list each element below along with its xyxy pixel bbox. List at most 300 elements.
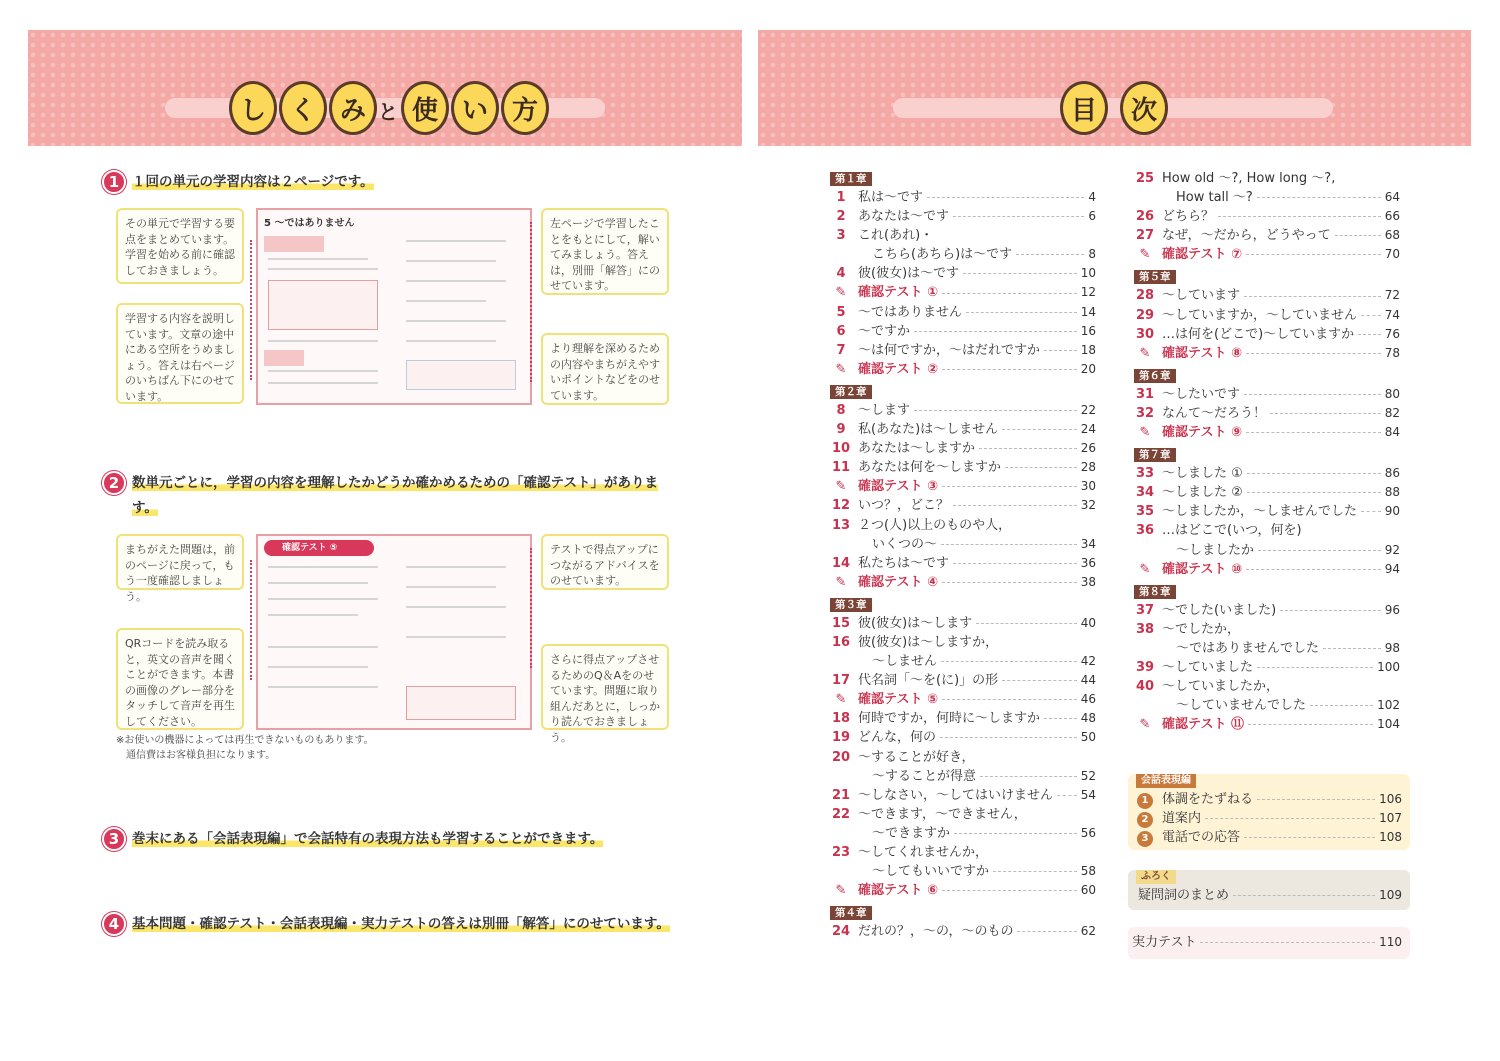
- toc-entry-page: 14: [1080, 304, 1096, 319]
- toc-entry-title: 確認テスト ⑥: [858, 883, 939, 899]
- toc-entry-title: ～しています: [1162, 288, 1241, 304]
- toc-entry-title: 彼(彼女)は～です: [858, 266, 960, 282]
- toc-entry-title: これ(あれ)・: [858, 228, 934, 244]
- toc-entry-page: 74: [1384, 307, 1400, 322]
- right-title-bar: [893, 98, 1333, 118]
- toc-entry-page: 34: [1080, 536, 1096, 551]
- toc-entry: [830, 516, 1096, 535]
- toc-entry-title: ～します: [858, 402, 911, 418]
- toc-entry[interactable]: [1134, 541, 1400, 560]
- leader-dots: [1016, 254, 1084, 255]
- toc-entry-title: ～してもいいですか: [872, 864, 990, 880]
- toc-entry-title: こちら(あちら)は～です: [872, 247, 1013, 263]
- toc-entry-number: 40: [1135, 679, 1155, 695]
- toc-entry-page: 78: [1384, 345, 1400, 360]
- step-text: 巻末にある「会話表現編」で会話特有の表現方法も学習することができます。: [132, 831, 604, 847]
- furoku-label: ふろく: [1136, 870, 1176, 884]
- toc-entry-number: 38: [1135, 621, 1155, 637]
- step-4: [102, 912, 672, 937]
- step-3: [102, 827, 672, 852]
- toc-entry-number: 10: [831, 441, 851, 457]
- toc-entry-page: 28: [1080, 460, 1096, 475]
- toc-entry-number: 27: [1135, 228, 1155, 244]
- toc-entry[interactable]: [830, 922, 1096, 941]
- leader-dots: [942, 699, 1077, 700]
- toc-entry-number: 23: [831, 845, 851, 860]
- leader-dots: [1246, 353, 1381, 354]
- chapter-label: 第５章: [1134, 270, 1176, 284]
- toc-entry-number: 7: [836, 342, 846, 358]
- toc-entry[interactable]: [830, 881, 1096, 900]
- toc-entry-page: 66: [1384, 209, 1400, 224]
- toc-entry-title: ～してくれませんか，: [858, 845, 989, 860]
- toc-entry-title: ～しなさい，～してはいけません: [858, 787, 1054, 803]
- toc-entry[interactable]: [830, 786, 1096, 805]
- toc-entry-number: 22: [831, 806, 851, 822]
- toc-entry-title: ～しました ②: [1162, 485, 1243, 501]
- leader-dots: [1310, 705, 1373, 706]
- toc-entry-title: ～しましたか，～しませんでした: [1162, 504, 1358, 520]
- toc-entry[interactable]: [830, 401, 1096, 420]
- toc-entry-title: ２つ(人)以上のものや人，: [858, 517, 1012, 533]
- toc-entry-page: 86: [1384, 466, 1400, 481]
- toc-entry[interactable]: [830, 360, 1096, 379]
- toc-entry-title: 確認テスト ①: [858, 285, 939, 301]
- toc-entry: [1134, 521, 1400, 540]
- toc-entry-title: 確認テスト ②: [858, 361, 939, 377]
- leader-dots: [914, 410, 1077, 411]
- left-header-band: [28, 30, 742, 146]
- leader-dots: [1246, 569, 1381, 570]
- toc-entry[interactable]: [830, 439, 1096, 458]
- connector-line: [530, 548, 532, 668]
- toc-entry[interactable]: [1134, 560, 1400, 579]
- toc-entry-page: 18: [1080, 342, 1096, 357]
- toc-entry[interactable]: [830, 496, 1096, 515]
- toc-entry-title: あなたは～です: [858, 209, 950, 225]
- toc-entry-page: 100: [1377, 659, 1400, 674]
- leader-dots: [1258, 550, 1381, 551]
- leader-dots: [1257, 197, 1381, 198]
- kaiwa-section: [1128, 774, 1410, 850]
- toc-entry-number: 19: [831, 730, 851, 746]
- leader-dots: [1244, 837, 1375, 838]
- toc-entry-page: 60: [1080, 883, 1096, 898]
- toc-entry[interactable]: [1134, 696, 1400, 715]
- toc-entry-title: だれの？，～の，～のもの: [858, 924, 1014, 940]
- toc-entry[interactable]: [1134, 344, 1400, 363]
- footnote: ※お使いの機器によっては再生できないものもあります。 通信費はお客様負担になります。: [116, 735, 374, 761]
- toc-entry-page: 52: [1080, 768, 1096, 783]
- title-char: と: [378, 100, 398, 124]
- test-icon: ✎: [835, 285, 847, 301]
- toc-entry-title: ～できます，～できません，: [858, 806, 1027, 822]
- leader-dots: [941, 544, 1077, 545]
- toc-entry-page: 108: [1379, 830, 1402, 845]
- note-review: まちがえた問題は，前のページに戻って，もう一度確認しましょう。: [116, 534, 244, 590]
- toc-entry[interactable]: [1134, 306, 1400, 325]
- test-icon: ✎: [1139, 345, 1151, 361]
- toc-entry-title: ～していますか，～していません: [1162, 307, 1358, 323]
- toc-column-2: [1134, 169, 1400, 734]
- toc-entry[interactable]: [830, 767, 1096, 786]
- toc-entry-number: 1: [836, 190, 846, 205]
- sample-test-title: 確認テスト ⑤: [264, 540, 374, 556]
- leader-dots: [1246, 432, 1381, 433]
- toc-entry[interactable]: [830, 188, 1096, 207]
- toc-entry-title: ～でしたか，: [1162, 621, 1241, 637]
- toc-entry-page: 46: [1080, 692, 1096, 707]
- toc-entry-title: 確認テスト ③: [858, 479, 939, 495]
- toc-entry-page: 109: [1379, 888, 1402, 902]
- toc-entry-title: ～していました: [1162, 659, 1254, 675]
- toc-entry[interactable]: [1134, 188, 1400, 207]
- toc-entry-page: 90: [1384, 504, 1400, 519]
- leader-dots: [1257, 667, 1373, 668]
- toc-entry[interactable]: [830, 322, 1096, 341]
- toc-entry-number: 8: [836, 402, 846, 418]
- toc-entry[interactable]: [830, 709, 1096, 728]
- note-advice: テストで得点アップにつながるアドバイスをのせています。: [541, 534, 669, 590]
- toc-entry-title: なぜ，～だから，どうやって: [1162, 228, 1331, 244]
- test-icon: ✎: [1139, 561, 1151, 577]
- chapter-label: 第７章: [1134, 448, 1176, 462]
- toc-entry[interactable]: [1134, 207, 1400, 226]
- leader-dots: [942, 890, 1077, 891]
- toc-entry-page: 68: [1384, 228, 1400, 243]
- toc-entry-number: 35: [1135, 504, 1155, 520]
- toc-entry-page: 96: [1384, 602, 1400, 617]
- title-char: 使: [401, 81, 449, 135]
- toc-entry-number: 31: [1135, 386, 1155, 402]
- step-text: １回の単元の学習内容は２ページです。: [132, 174, 374, 190]
- leader-dots: [942, 486, 1077, 487]
- toc-entry[interactable]: [830, 824, 1096, 843]
- toc-entry-title: いつ？，どこ？: [858, 498, 950, 514]
- chapter-label: 第４章: [830, 906, 872, 920]
- toc-entry: [830, 843, 1096, 862]
- leader-dots: [914, 331, 1077, 332]
- toc-entry[interactable]: [830, 458, 1096, 477]
- toc-entry[interactable]: [830, 535, 1096, 554]
- toc-entry[interactable]: [830, 862, 1096, 881]
- toc-entry-page: 84: [1384, 425, 1400, 440]
- toc-entry-page: 32: [1080, 498, 1096, 513]
- toc-entry-page: 106: [1379, 792, 1402, 806]
- test-icon: ✎: [835, 574, 847, 590]
- title-char: み: [329, 81, 377, 135]
- toc-entry[interactable]: [1134, 502, 1400, 521]
- leader-dots: [1246, 254, 1381, 255]
- toc-entry-page: 12: [1080, 285, 1096, 300]
- toc-entry-number: 28: [1135, 288, 1155, 304]
- test-icon: ✎: [1139, 247, 1151, 263]
- toc-entry-page: 54: [1080, 787, 1096, 802]
- toc-entry-title: 彼(彼女)は～します: [858, 615, 973, 631]
- toc-entry-title: ～できますか: [872, 825, 951, 841]
- toc-entry-page: 50: [1080, 730, 1096, 745]
- toc-entry-title: ～は何ですか，～はだれですか: [858, 342, 1041, 358]
- toc-entry-number: 14: [831, 555, 851, 571]
- toc-entry-title: いくつの～: [872, 536, 938, 552]
- toc-entry: [1134, 677, 1400, 696]
- toc-entry[interactable]: [1134, 385, 1400, 404]
- toc-entry-title: 私は～です: [858, 190, 924, 205]
- note-points: より理解を深めるための内容やまちがえやすいポイントなどをのせています。: [541, 333, 669, 405]
- toc-entry-page: 70: [1384, 247, 1400, 262]
- toc-entry[interactable]: [830, 303, 1096, 322]
- toc-entry-title: 私たちは～です: [858, 555, 950, 571]
- leader-dots: [1044, 350, 1077, 351]
- toc-entry-title: …は何を(どこで)～していますか: [1162, 326, 1355, 342]
- leader-dots: [1247, 492, 1381, 493]
- toc-entry-page: 48: [1080, 711, 1096, 726]
- step-number: 2: [102, 471, 126, 495]
- leader-dots: [1361, 315, 1381, 316]
- toc-entry-number: 29: [1135, 307, 1155, 323]
- step-number: 1: [102, 170, 126, 194]
- note-explanation: 学習する内容を説明しています。文章の途中にある空所をうめましょう。答えは右ページのいちばん下にのせています。: [116, 303, 244, 404]
- title-char: 目: [1060, 81, 1108, 135]
- toc-entry-number: 37: [1135, 602, 1155, 618]
- connector-line: [250, 560, 252, 680]
- toc-entry-number: 3: [1137, 831, 1153, 847]
- toc-entry-page: 107: [1379, 811, 1402, 826]
- toc-entry-page: 56: [1080, 825, 1096, 840]
- leader-dots: [940, 737, 1077, 738]
- toc-entry-page: 92: [1384, 542, 1400, 557]
- leader-dots: [1335, 235, 1381, 236]
- toc-entry[interactable]: [1134, 226, 1400, 245]
- toc-entry-page: 4: [1088, 190, 1096, 204]
- leader-dots: [1248, 724, 1373, 725]
- title-char: く: [279, 81, 327, 135]
- toc-entry-number: 20: [831, 749, 851, 765]
- leader-dots: [980, 776, 1077, 777]
- toc-entry-number: 15: [831, 615, 851, 631]
- leader-dots: [1358, 334, 1381, 335]
- toc-entry-title: ～したいです: [1162, 386, 1241, 402]
- toc-entry-number: 2: [836, 209, 846, 225]
- toc-entry[interactable]: [1134, 245, 1400, 264]
- toc-entry-title: あなたは何を～しますか: [858, 460, 1002, 476]
- toc-entry[interactable]: [830, 728, 1096, 747]
- toc-entry[interactable]: [1134, 601, 1400, 620]
- step-number: 4: [102, 912, 126, 936]
- leader-dots: [993, 871, 1077, 872]
- toc-entry-number: 4: [836, 266, 846, 282]
- toc-entry[interactable]: [830, 477, 1096, 496]
- toc-entry[interactable]: [1134, 404, 1400, 423]
- chapter-label: 第８章: [1134, 585, 1176, 599]
- toc-entry-number: 34: [1135, 485, 1155, 501]
- toc-entry-page: 36: [1080, 555, 1096, 570]
- toc-entry[interactable]: [1134, 325, 1400, 344]
- leader-dots: [953, 216, 1084, 217]
- toc-entry[interactable]: [1134, 809, 1402, 828]
- toc-entry[interactable]: [1134, 639, 1400, 658]
- toc-entry: [830, 748, 1096, 767]
- toc-entry-number: 6: [836, 323, 846, 339]
- toc-entry-number: 2: [1137, 812, 1153, 828]
- toc-entry-number: 5: [836, 304, 846, 320]
- sample-page-test: [256, 534, 532, 730]
- toc-entry[interactable]: [830, 245, 1096, 264]
- toc-entry[interactable]: [1134, 464, 1400, 483]
- toc-entry-page: 82: [1384, 405, 1400, 420]
- toc-entry-page: 104: [1377, 717, 1400, 732]
- leader-dots: [942, 582, 1077, 583]
- toc-entry: [830, 633, 1096, 652]
- jitsu-section: [1128, 927, 1410, 959]
- toc-entry-number: 3: [836, 228, 846, 244]
- toc-entry-number: 1: [1137, 793, 1153, 809]
- toc-entry-page: 80: [1384, 386, 1400, 401]
- toc-entry[interactable]: [830, 554, 1096, 573]
- note-qa: さらに得点アップさせるためのQ＆Aをのせています。問題に取り組んだあとに，しっかり読んでおきましょう。: [541, 644, 669, 730]
- toc-entry[interactable]: [1134, 483, 1400, 502]
- toc-entry-page: 38: [1080, 574, 1096, 589]
- leader-dots: [953, 505, 1077, 506]
- toc-entry[interactable]: [1134, 886, 1402, 905]
- toc-entry[interactable]: [830, 420, 1096, 439]
- title-char: 方: [501, 81, 549, 135]
- toc-entry-number: 39: [1135, 659, 1155, 675]
- chapter-label: 第６章: [1134, 369, 1176, 383]
- toc-entry[interactable]: [1134, 715, 1400, 734]
- toc-entry-number: 25: [1135, 171, 1155, 186]
- toc-entry-number: 17: [831, 673, 851, 689]
- toc-entry-number: 13: [831, 517, 851, 533]
- leader-dots: [1361, 511, 1381, 512]
- leader-dots: [942, 369, 1077, 370]
- toc-entry-title: 確認テスト ⑩: [1162, 561, 1243, 577]
- toc-entry-title: ～ですか: [858, 323, 911, 339]
- leader-dots: [1247, 473, 1381, 474]
- leader-dots: [1017, 931, 1076, 932]
- toc-entry-title: 電話での応答: [1162, 830, 1241, 846]
- leader-dots: [1257, 799, 1375, 800]
- toc-entry[interactable]: [830, 573, 1096, 592]
- toc-entry[interactable]: [830, 690, 1096, 709]
- leader-dots: [1002, 680, 1077, 681]
- toc-entry-title: ～しません: [872, 654, 938, 670]
- step-2: [102, 471, 672, 521]
- right-header-band: [758, 30, 1471, 146]
- leader-dots: [927, 197, 1084, 198]
- toc-entry-page: 24: [1080, 422, 1096, 437]
- leader-dots: [1005, 467, 1077, 468]
- toc-entry-title: ～しましたか: [1176, 542, 1255, 558]
- leader-dots: [979, 448, 1077, 449]
- toc-entry-title: 確認テスト ⑨: [1162, 425, 1243, 441]
- toc-entry-title: 疑問詞のまとめ: [1138, 888, 1230, 903]
- connector-line: [530, 222, 532, 382]
- toc-entry-title: ～していませんでした: [1176, 698, 1307, 714]
- toc-entry: [830, 226, 1096, 245]
- toc-entry-number: 36: [1135, 523, 1155, 539]
- connector-line: [250, 240, 252, 380]
- toc-entry-title: どちら？: [1162, 209, 1215, 225]
- test-icon: ✎: [1139, 717, 1151, 733]
- toc-entry-page: 64: [1384, 190, 1400, 205]
- toc-entry-page: 10: [1080, 266, 1096, 281]
- note-qr: QRコードを読み取ると，英文の音声を聞くことができます。本書の画像のグレー部分をタッチして音声を再生してください。: [116, 628, 244, 730]
- toc-entry[interactable]: [830, 652, 1096, 671]
- title-char: し: [229, 81, 277, 135]
- leader-dots: [1205, 818, 1375, 819]
- leader-dots: [954, 833, 1077, 834]
- toc-entry[interactable]: [1128, 933, 1402, 952]
- toc-entry-title: どんな，何の: [858, 730, 937, 746]
- leader-dots: [1002, 429, 1077, 430]
- toc-entry[interactable]: [1134, 423, 1400, 442]
- toc-entry-title: ～でした(いました): [1162, 602, 1277, 618]
- chapter-label: 第２章: [830, 385, 872, 399]
- step-text: 基本問題・確認テスト・会話表現編・実力テストの答えは別冊「解答」にのせています。: [132, 916, 670, 932]
- toc-entry-title: 代名詞「～を(に)」の形: [858, 673, 999, 689]
- leader-dots: [1270, 413, 1381, 414]
- toc-entry-title: ～することが得意: [872, 768, 977, 784]
- leader-dots: [1244, 296, 1381, 297]
- toc-entry-number: 16: [831, 634, 851, 650]
- toc-column-1: [830, 171, 1096, 941]
- toc-entry-page: 102: [1377, 698, 1400, 713]
- toc-entry-page: 16: [1080, 323, 1096, 338]
- toc-entry-number: 11: [831, 460, 851, 476]
- toc-entry-page: 110: [1379, 935, 1402, 949]
- toc-entry-title: ～ではありませんでした: [1176, 640, 1320, 656]
- test-icon: ✎: [835, 479, 847, 495]
- toc-entry-title: あなたは～しますか: [858, 441, 976, 457]
- toc-entry-number: 24: [831, 924, 851, 940]
- toc-entry[interactable]: [1134, 828, 1402, 847]
- toc-entry-title: なんて～だろう！: [1162, 405, 1267, 421]
- test-icon: ✎: [835, 883, 847, 899]
- toc-entry[interactable]: [830, 207, 1096, 226]
- leader-dots: [966, 312, 1077, 313]
- toc-entry[interactable]: [830, 614, 1096, 633]
- chapter-label: 第３章: [830, 598, 872, 612]
- toc-entry-page: 6: [1088, 209, 1096, 224]
- toc-entry-title: 確認テスト ⑪: [1162, 717, 1245, 733]
- step-1: [102, 170, 672, 195]
- toc-entry-page: 72: [1384, 288, 1400, 303]
- toc-entry-title: ～ではありません: [858, 304, 963, 320]
- toc-entry[interactable]: [830, 264, 1096, 283]
- toc-entry[interactable]: [1134, 790, 1402, 809]
- toc-entry-number: 32: [1135, 405, 1155, 421]
- toc-entry-title: 確認テスト ⑦: [1162, 247, 1243, 263]
- toc-entry[interactable]: [830, 283, 1096, 302]
- toc-entry-title: 彼(彼女)は～しますか，: [858, 634, 999, 650]
- test-icon: ✎: [835, 361, 847, 377]
- furoku-section: [1128, 870, 1410, 910]
- toc-entry[interactable]: [1134, 658, 1400, 677]
- toc-entry[interactable]: [1134, 286, 1400, 305]
- leader-dots: [963, 273, 1077, 274]
- toc-entry-title: 確認テスト ⑤: [858, 692, 939, 708]
- toc-entry: [1134, 620, 1400, 639]
- toc-entry-title: 何時ですか，何時に～しますか: [858, 711, 1041, 727]
- leader-dots: [1244, 394, 1381, 395]
- toc-entry-number: 9: [836, 422, 846, 438]
- toc-entry[interactable]: [830, 341, 1096, 360]
- note-practice: 左ページで学習したことをもとにして，解いてみましょう。答えは，別冊「解答」にのせています。: [541, 208, 669, 295]
- toc-entry-title: How tall ～?: [1176, 190, 1253, 206]
- toc-entry[interactable]: [830, 671, 1096, 690]
- toc-entry-page: 40: [1080, 615, 1096, 630]
